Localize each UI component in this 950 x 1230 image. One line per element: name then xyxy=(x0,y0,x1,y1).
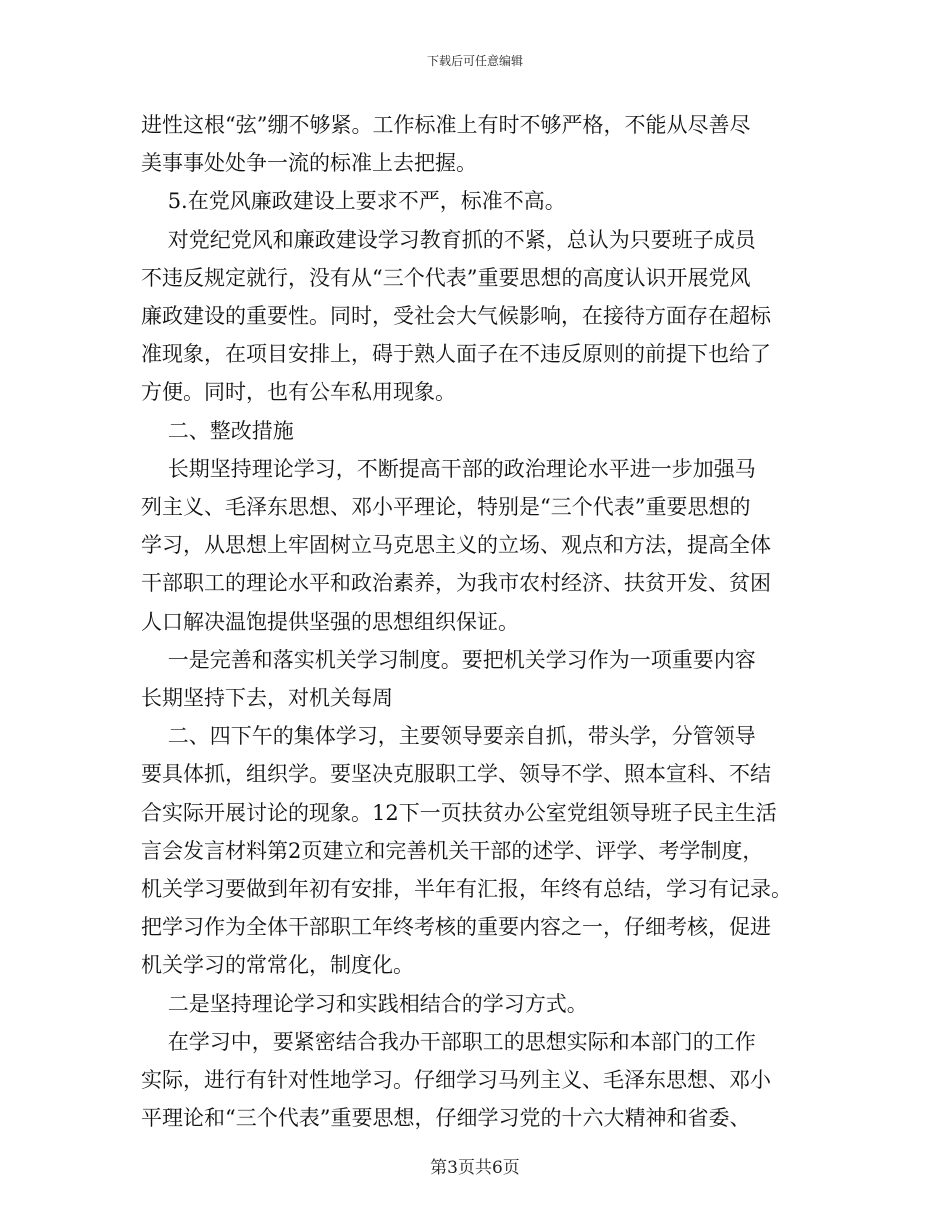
text-line: 二、四下午的集体学习，主要领导要亲自抓，带头学，分管领导 xyxy=(141,724,756,749)
text-line: 一是完善和落实机关学习制度。要把机关学习作为一项重要内容 xyxy=(141,647,756,672)
text-line: 5.在党风廉政建设上要求不严，标准不高。 xyxy=(141,189,566,214)
document-body xyxy=(141,106,816,1137)
text-line: 长期坚持下去，对机关每周 xyxy=(141,686,393,711)
text-line: 干部职工的理论水平和政治素养，为我市农村经济、扶贫开发、贫困 xyxy=(141,571,771,596)
text-line: 准现象，在项目安排上，碍于熟人面子在不违反原则的前提下也给了 xyxy=(141,342,771,367)
text-line: 学习，从思想上牢固树立马克思主义的立场、观点和方法，提高全体 xyxy=(141,533,771,558)
page-header: 下载后可任意编辑 xyxy=(426,54,523,68)
text-line: 二、整改措施 xyxy=(141,418,294,443)
text-line: 机关学习要做到年初有安排，半年有汇报，年终有总结，学习有记录。 xyxy=(141,877,792,902)
text-line: 列主义、毛泽东思想、邓小平理论，特别是“三个代表”重要思想的 xyxy=(141,495,751,520)
text-line: 长期坚持理论学习，不断提高干部的政治理论水平进一步加强马 xyxy=(141,456,756,481)
text-line: 要具体抓，组织学。要坚决克服职工学、领导不学、照本宣科、不结 xyxy=(141,762,771,787)
text-line: 把学习作为全体干部职工年终考核的重要内容之一，仔细考核，促进 xyxy=(141,915,771,940)
text-line: 进性这根“弦”绷不够紧。工作标准上有时不够严格，不能从尽善尽 xyxy=(141,113,751,137)
text-line: 言会发言材料第2页建立和完善机关干部的述学、评学、考学制度， xyxy=(141,838,764,863)
text-line: 机关学习的常常化，制度化。 xyxy=(141,953,414,978)
text-line: 廉政建设的重要性。同时，受社会大气候影响，在接待方面存在超标 xyxy=(141,304,771,329)
page-footer: 第3页共6页 xyxy=(430,1158,520,1178)
text-line: 人口解决温饱提供坚强的思想组织保证。 xyxy=(141,609,519,634)
text-line: 美事事处处争一流的标准上去把握。 xyxy=(141,151,477,176)
text-line: 二是坚持理论学习和实践相结合的学习方式。 xyxy=(141,991,588,1016)
text-line: 平理论和“三个代表”重要思想，仔细学习党的十六大精神和省委、 xyxy=(141,1106,751,1131)
text-line: 在学习中，要紧密结合我办干部职工的思想实际和本部门的工作 xyxy=(141,1029,756,1054)
text-line: 方便。同时，也有公车私用现象。 xyxy=(141,380,456,405)
text-line: 实际，进行有针对性地学习。仔细学习马列主义、毛泽东思想、邓小 xyxy=(141,1068,771,1093)
text-line: 合实际开展讨论的现象。12下一页扶贫办公室党组领导班子民主生活 xyxy=(141,800,777,825)
text-line: 不违反规定就行，没有从“三个代表”重要思想的高度认识开展党风 xyxy=(141,265,751,290)
text-line: 对党纪党风和廉政建设学习教育抓的不紧，总认为只要班子成员 xyxy=(141,227,756,252)
